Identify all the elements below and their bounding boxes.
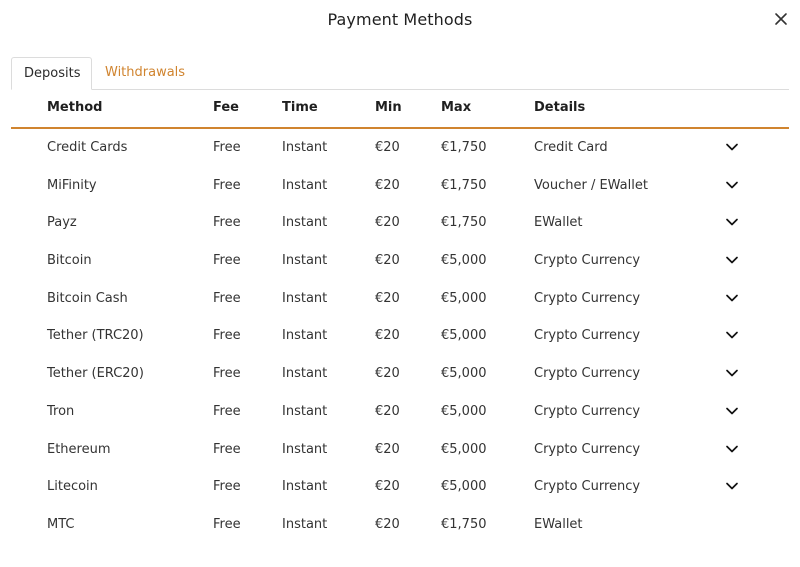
close-icon[interactable] <box>772 10 790 28</box>
chevron-down-icon[interactable] <box>725 293 739 303</box>
cell-details: EWallet <box>534 516 583 532</box>
cell-min: €20 <box>375 140 400 155</box>
cell-max: €5,000 <box>441 290 487 306</box>
table-row[interactable] <box>11 167 789 205</box>
cell-min: €20 <box>375 403 400 419</box>
cell-method: Bitcoin Cash <box>47 290 128 306</box>
cell-details: Crypto Currency <box>534 479 641 495</box>
tab-bar <box>11 57 789 90</box>
cell-max: €5,000 <box>441 253 487 269</box>
cell-time: Instant <box>282 177 328 193</box>
cell-fee: Free <box>213 366 241 382</box>
cell-max: €5,000 <box>441 441 487 457</box>
cell-max: €5,000 <box>441 479 487 495</box>
cell-details: Voucher / EWallet <box>534 177 648 193</box>
cell-time: Instant <box>282 290 328 306</box>
cell-method: Bitcoin <box>47 253 92 269</box>
cell-time: Instant <box>282 140 328 155</box>
cell-max: €1,750 <box>441 140 487 155</box>
cell-method: Tron <box>47 403 75 419</box>
cell-fee: Free <box>213 177 241 193</box>
cell-fee: Free <box>213 441 241 457</box>
cell-fee: Free <box>213 290 241 306</box>
cell-min: €20 <box>375 328 400 344</box>
cell-details: EWallet <box>534 215 583 231</box>
cell-time: Instant <box>282 403 328 419</box>
cell-fee: Free <box>213 215 241 231</box>
cell-min: €20 <box>375 253 400 269</box>
cell-fee: Free <box>213 403 241 419</box>
cell-method: MiFinity <box>47 177 97 193</box>
cell-method: Ethereum <box>47 441 111 457</box>
table-row[interactable] <box>11 129 789 167</box>
chevron-down-icon[interactable] <box>725 406 739 416</box>
table-row[interactable] <box>11 393 789 431</box>
cell-min: €20 <box>375 479 400 495</box>
table-body <box>11 129 789 544</box>
column-header-method: Method <box>47 100 103 115</box>
table-row[interactable] <box>11 468 789 506</box>
cell-time: Instant <box>282 215 328 231</box>
cell-max: €1,750 <box>441 215 487 231</box>
cell-fee: Free <box>213 253 241 269</box>
cell-max: €1,750 <box>441 516 487 532</box>
cell-max: €5,000 <box>441 403 487 419</box>
chevron-down-icon[interactable] <box>725 180 739 190</box>
table-row[interactable] <box>11 242 789 280</box>
chevron-down-icon[interactable] <box>725 255 739 265</box>
cell-details: Crypto Currency <box>534 290 641 306</box>
column-header-details: Details <box>534 100 586 115</box>
cell-min: €20 <box>375 441 400 457</box>
table-row[interactable] <box>11 280 789 318</box>
chevron-down-icon[interactable] <box>725 330 739 340</box>
chevron-down-icon[interactable] <box>725 368 739 378</box>
column-header-max: Max <box>441 100 472 115</box>
cell-details: Crypto Currency <box>534 403 641 419</box>
cell-details: Credit Card <box>534 140 608 155</box>
cell-max: €5,000 <box>441 328 487 344</box>
cell-fee: Free <box>213 516 241 532</box>
cell-method: Credit Cards <box>47 140 128 155</box>
chevron-down-icon[interactable] <box>725 142 739 152</box>
chevron-down-icon[interactable] <box>725 217 739 227</box>
cell-method: Litecoin <box>47 479 98 495</box>
cell-min: €20 <box>375 177 400 193</box>
cell-details: Crypto Currency <box>534 253 641 269</box>
table-row[interactable] <box>11 431 789 469</box>
cell-details: Crypto Currency <box>534 441 641 457</box>
cell-details: Crypto Currency <box>534 328 641 344</box>
table-row[interactable] <box>11 355 789 393</box>
cell-time: Instant <box>282 441 328 457</box>
cell-min: €20 <box>375 290 400 306</box>
cell-time: Instant <box>282 479 328 495</box>
cell-min: €20 <box>375 215 400 231</box>
chevron-down-icon[interactable] <box>725 481 739 491</box>
cell-max: €5,000 <box>441 366 487 382</box>
tab-withdrawals[interactable]: Withdrawals <box>105 65 186 80</box>
column-header-time: Time <box>282 100 318 115</box>
cell-max: €1,750 <box>441 177 487 193</box>
table-row[interactable] <box>11 204 789 242</box>
cell-fee: Free <box>213 479 241 495</box>
dialog-title: Payment Methods <box>327 10 473 29</box>
cell-method: Tether (TRC20) <box>47 328 144 344</box>
column-header-fee: Fee <box>213 100 239 115</box>
cell-min: €20 <box>375 516 400 532</box>
cell-time: Instant <box>282 253 328 269</box>
cell-time: Instant <box>282 366 328 382</box>
table-row <box>11 506 789 544</box>
cell-details: Crypto Currency <box>534 366 641 382</box>
cell-method: MTC <box>47 516 75 532</box>
table-row[interactable] <box>11 317 789 355</box>
tab-deposits[interactable]: Deposits <box>11 57 92 90</box>
chevron-down-icon[interactable] <box>725 444 739 454</box>
cell-fee: Free <box>213 140 241 155</box>
cell-method: Payz <box>47 215 77 231</box>
cell-method: Tether (ERC20) <box>47 366 144 382</box>
table-header <box>11 90 789 129</box>
cell-fee: Free <box>213 328 241 344</box>
cell-time: Instant <box>282 516 328 532</box>
column-header-min: Min <box>375 100 402 115</box>
cell-min: €20 <box>375 366 400 382</box>
cell-time: Instant <box>282 328 328 344</box>
